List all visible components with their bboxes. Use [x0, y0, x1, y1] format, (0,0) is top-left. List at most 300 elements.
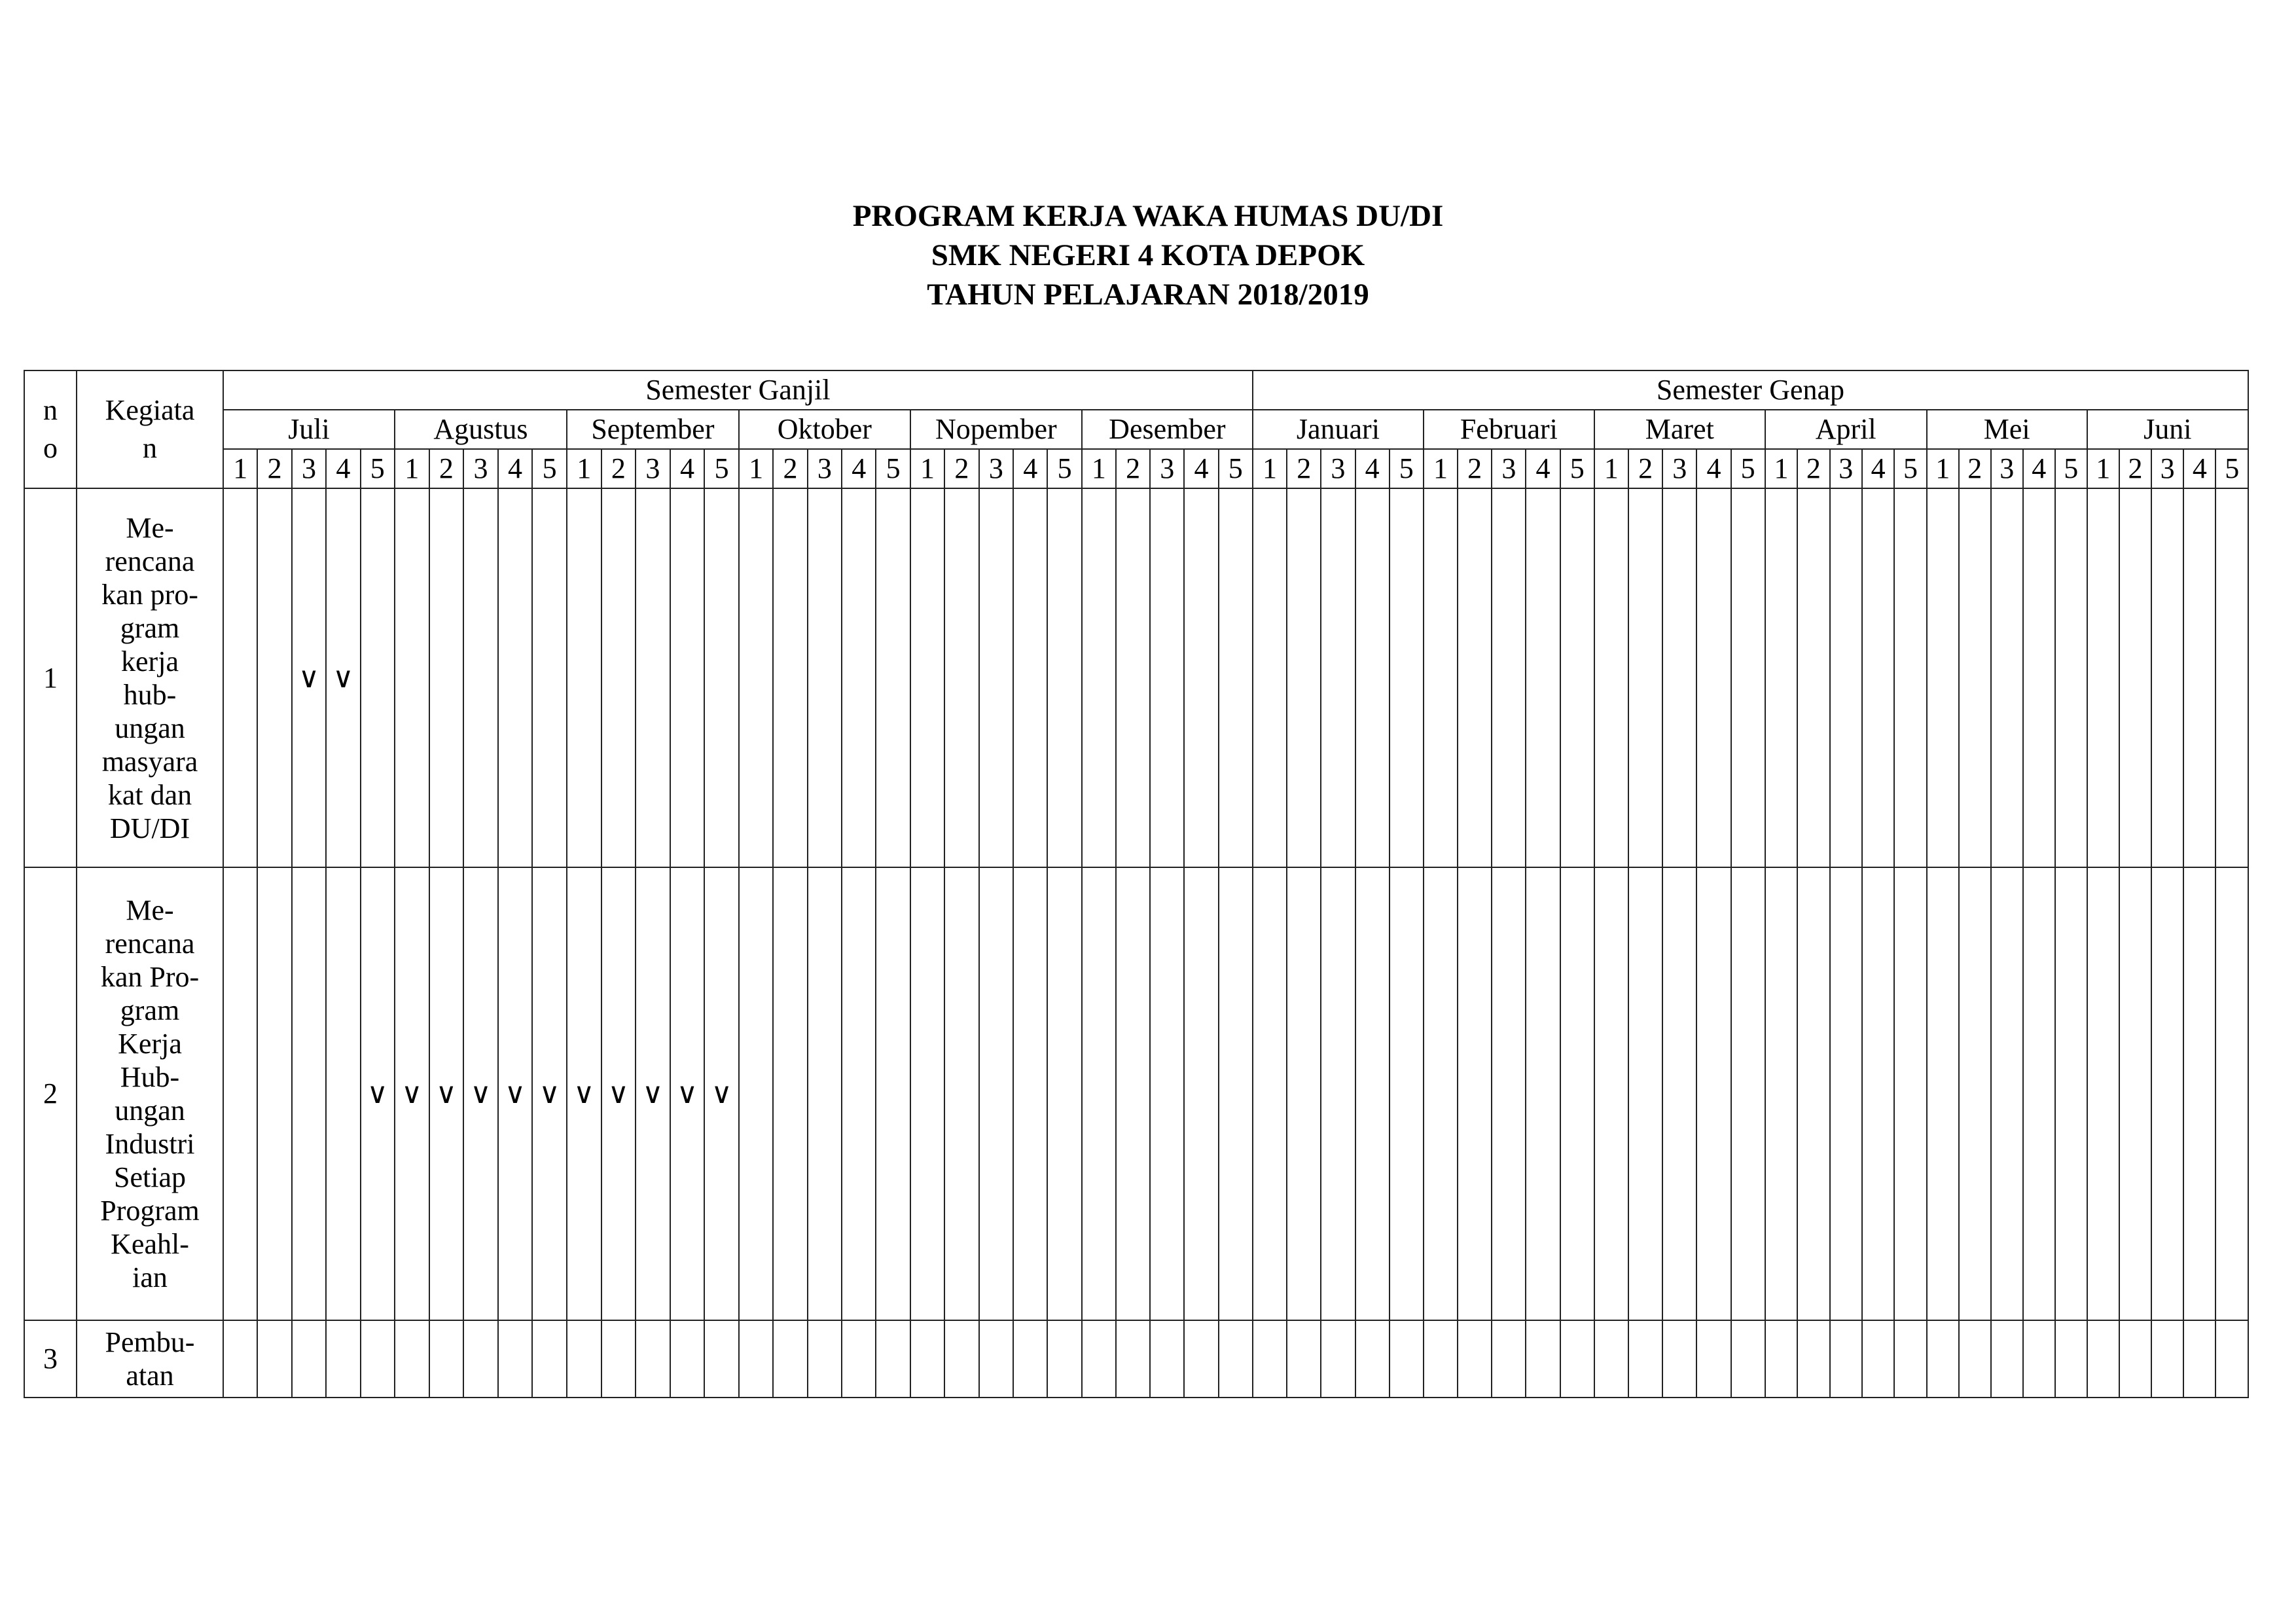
schedule-cell	[1927, 1320, 1959, 1398]
week-september-3: 3	[636, 449, 670, 488]
schedule-cell	[2087, 1320, 2119, 1398]
schedule-cell	[1184, 488, 1218, 867]
week-mei-3: 3	[1991, 449, 2023, 488]
activity-description	[77, 488, 223, 867]
schedule-cell	[2087, 867, 2119, 1320]
schedule-cell	[1797, 867, 1829, 1320]
week-maret-1: 1	[1594, 449, 1628, 488]
activity-line: Keahl-	[111, 1228, 189, 1260]
week-april-4: 4	[1862, 449, 1894, 488]
schedule-cell	[2119, 488, 2151, 867]
semester-semester-genap: Semester Genap	[1253, 370, 2248, 410]
schedule-cell	[2151, 867, 2183, 1320]
check-mark-icon: ∨	[298, 660, 320, 695]
schedule-cell	[704, 488, 739, 867]
week-juli-3: 3	[292, 449, 326, 488]
schedule-cell	[979, 867, 1013, 1320]
schedule-cell	[463, 488, 498, 867]
header-no-line: o	[43, 432, 58, 464]
schedule-cell	[808, 867, 842, 1320]
schedule-cell	[361, 488, 395, 867]
week-juli-1: 1	[223, 449, 257, 488]
schedule-cell	[498, 1320, 533, 1398]
check-mark-icon: ∨	[676, 1077, 698, 1110]
month-agustus: Agustus	[395, 410, 567, 449]
schedule-cell	[944, 1320, 978, 1398]
schedule-cell	[223, 488, 257, 867]
schedule-cell	[808, 488, 842, 867]
schedule-cell	[1731, 1320, 1765, 1398]
schedule-cell	[1047, 867, 1081, 1320]
schedule-cell	[498, 488, 533, 867]
schedule-cell	[1492, 1320, 1526, 1398]
week-april-2: 2	[1797, 449, 1829, 488]
schedule-cell	[223, 867, 257, 1320]
week-mei-4: 4	[2023, 449, 2055, 488]
schedule-cell	[1526, 867, 1560, 1320]
schedule-cell	[429, 1320, 464, 1398]
week-header-row	[24, 449, 2248, 488]
schedule-cell	[1526, 488, 1560, 867]
schedule-cell	[1830, 867, 1862, 1320]
schedule-cell	[2119, 1320, 2151, 1398]
week-mei-2: 2	[1959, 449, 1991, 488]
week-oktober-1: 1	[739, 449, 773, 488]
schedule-cell	[2151, 488, 2183, 867]
schedule-cell	[1927, 867, 1959, 1320]
week-juni-3: 3	[2151, 449, 2183, 488]
week-januari-4: 4	[1355, 449, 1390, 488]
schedule-cell	[1862, 1320, 1894, 1398]
schedule-cell	[1253, 488, 1287, 867]
week-juli-4: 4	[326, 449, 360, 488]
week-desember-2: 2	[1116, 449, 1150, 488]
document-title	[0, 196, 2296, 314]
activity-line: DU/DI	[109, 812, 190, 844]
schedule-cell	[1390, 488, 1424, 867]
month-desember: Desember	[1082, 410, 1253, 449]
week-februari-3: 3	[1492, 449, 1526, 488]
schedule-cell	[739, 488, 773, 867]
schedule-cell	[223, 1320, 257, 1398]
schedule-cell-checked	[395, 867, 429, 1320]
schedule-cell-checked	[498, 867, 533, 1320]
schedule-cell	[1253, 1320, 1287, 1398]
schedule-cell	[1765, 867, 1797, 1320]
week-agustus-3: 3	[463, 449, 498, 488]
schedule-cell	[842, 488, 876, 867]
check-mark-icon: ∨	[539, 1077, 560, 1110]
schedule-cell	[1862, 488, 1894, 867]
activity-line: rencana	[105, 928, 195, 960]
schedule-cell	[1321, 867, 1355, 1320]
week-nopember-4: 4	[1013, 449, 1047, 488]
schedule-cell	[636, 488, 670, 867]
schedule-cell	[2055, 1320, 2087, 1398]
schedule-cell-checked	[704, 867, 739, 1320]
week-desember-1: 1	[1082, 449, 1116, 488]
week-september-4: 4	[670, 449, 705, 488]
month-februari: Februari	[1424, 410, 1594, 449]
activity-line: Hub-	[120, 1061, 180, 1093]
activity-row	[24, 1320, 2248, 1398]
schedule-cell	[1628, 867, 1662, 1320]
week-februari-2: 2	[1458, 449, 1492, 488]
schedule-cell	[1390, 867, 1424, 1320]
schedule-cell	[979, 1320, 1013, 1398]
check-mark-icon: ∨	[711, 1077, 732, 1110]
week-oktober-5: 5	[876, 449, 910, 488]
month-september: September	[567, 410, 739, 449]
week-februari-1: 1	[1424, 449, 1458, 488]
week-maret-5: 5	[1731, 449, 1765, 488]
schedule-cell	[2055, 488, 2087, 867]
month-nopember: Nopember	[910, 410, 1082, 449]
week-desember-5: 5	[1219, 449, 1253, 488]
schedule-cell-checked	[636, 867, 670, 1320]
schedule-cell	[1991, 867, 2023, 1320]
week-agustus-4: 4	[498, 449, 533, 488]
schedule-cell	[1492, 488, 1526, 867]
program-schedule-table	[24, 370, 2249, 1398]
schedule-cell	[1894, 867, 1926, 1320]
schedule-cell	[601, 488, 636, 867]
title-line-3: TAHUN PELAJARAN 2018/2019	[927, 278, 1369, 312]
schedule-cell-checked	[326, 488, 360, 867]
schedule-cell	[1116, 867, 1150, 1320]
schedule-cell	[1731, 867, 1765, 1320]
schedule-cell	[1287, 1320, 1321, 1398]
activity-line: hub-	[123, 678, 177, 711]
activity-line: Setiap	[114, 1161, 186, 1193]
schedule-cell	[1560, 867, 1594, 1320]
schedule-cell	[1287, 488, 1321, 867]
schedule-cell	[670, 1320, 705, 1398]
schedule-cell	[1424, 1320, 1458, 1398]
month-oktober: Oktober	[739, 410, 910, 449]
schedule-cell	[2183, 1320, 2215, 1398]
schedule-cell	[1765, 1320, 1797, 1398]
check-mark-icon: ∨	[332, 660, 354, 695]
schedule-cell	[1862, 867, 1894, 1320]
header-kegiatan-line: n	[143, 432, 157, 464]
week-september-5: 5	[704, 449, 739, 488]
month-maret: Maret	[1594, 410, 1765, 449]
activity-line: kerja	[121, 645, 179, 677]
schedule-cell	[1797, 1320, 1829, 1398]
schedule-cell	[739, 867, 773, 1320]
week-april-5: 5	[1894, 449, 1926, 488]
activity-line: Me-	[126, 894, 174, 926]
schedule-cell	[1082, 1320, 1116, 1398]
check-mark-icon: ∨	[642, 1077, 664, 1110]
schedule-cell	[1959, 867, 1991, 1320]
week-januari-5: 5	[1390, 449, 1424, 488]
schedule-cell	[773, 867, 807, 1320]
week-februari-4: 4	[1526, 449, 1560, 488]
week-nopember-5: 5	[1047, 449, 1081, 488]
schedule-cell	[1594, 867, 1628, 1320]
month-juni: Juni	[2087, 410, 2248, 449]
activity-line: gram	[120, 611, 180, 644]
schedule-cell	[1959, 1320, 1991, 1398]
week-oktober-2: 2	[773, 449, 807, 488]
schedule-cell	[1959, 488, 1991, 867]
schedule-cell	[910, 488, 944, 867]
week-mei-5: 5	[2055, 449, 2087, 488]
schedule-cell	[1013, 1320, 1047, 1398]
schedule-cell	[1219, 488, 1253, 867]
schedule-cell	[1390, 1320, 1424, 1398]
week-februari-5: 5	[1560, 449, 1594, 488]
schedule-cell	[1355, 488, 1390, 867]
schedule-cell	[1116, 1320, 1150, 1398]
schedule-cell	[257, 488, 291, 867]
schedule-cell	[2023, 867, 2055, 1320]
month-header-row	[24, 410, 2248, 449]
activity-line: rencana	[105, 545, 195, 577]
check-mark-icon: ∨	[401, 1077, 423, 1110]
schedule-cell	[1991, 1320, 2023, 1398]
week-desember-4: 4	[1184, 449, 1218, 488]
week-nopember-2: 2	[944, 449, 978, 488]
schedule-cell	[2023, 1320, 2055, 1398]
schedule-cell	[670, 488, 705, 867]
schedule-cell	[1894, 488, 1926, 867]
schedule-cell	[1696, 488, 1731, 867]
activity-number: 2	[24, 867, 77, 1320]
schedule-cell	[2119, 867, 2151, 1320]
schedule-cell-checked	[601, 867, 636, 1320]
schedule-cell	[2183, 867, 2215, 1320]
schedule-cell	[1560, 488, 1594, 867]
header-no-line: n	[43, 394, 58, 426]
week-januari-2: 2	[1287, 449, 1321, 488]
schedule-cell	[395, 488, 429, 867]
schedule-cell	[257, 1320, 291, 1398]
schedule-cell	[1013, 488, 1047, 867]
schedule-cell	[1253, 867, 1287, 1320]
schedule-cell	[326, 1320, 360, 1398]
schedule-cell	[1150, 867, 1184, 1320]
schedule-cell	[1458, 1320, 1492, 1398]
schedule-cell	[1830, 1320, 1862, 1398]
schedule-cell	[326, 867, 360, 1320]
schedule-cell	[1424, 867, 1458, 1320]
week-juni-1: 1	[2087, 449, 2119, 488]
schedule-cell	[1047, 488, 1081, 867]
activity-line: kat dan	[107, 778, 192, 811]
schedule-cell	[1696, 867, 1731, 1320]
week-agustus-1: 1	[395, 449, 429, 488]
schedule-cell	[876, 1320, 910, 1398]
activity-line: Me-	[126, 511, 174, 544]
week-oktober-4: 4	[842, 449, 876, 488]
schedule-cell	[1991, 488, 2023, 867]
check-mark-icon: ∨	[504, 1077, 526, 1110]
schedule-cell	[1662, 488, 1696, 867]
schedule-cell	[1219, 867, 1253, 1320]
schedule-cell	[1219, 1320, 1253, 1398]
schedule-cell	[1184, 1320, 1218, 1398]
activity-line: Kerja	[118, 1028, 182, 1060]
activity-line: gram	[120, 994, 180, 1026]
activity-line: kan Pro-	[100, 961, 200, 993]
schedule-cell-checked	[567, 867, 601, 1320]
schedule-cell	[1765, 488, 1797, 867]
schedule-cell	[1355, 867, 1390, 1320]
schedule-cell	[876, 867, 910, 1320]
month-april: April	[1765, 410, 1927, 449]
schedule-cell	[1662, 1320, 1696, 1398]
month-juli: Juli	[223, 410, 395, 449]
check-mark-icon: ∨	[367, 1077, 388, 1110]
semester-header-row	[24, 370, 2248, 410]
schedule-cell	[567, 488, 601, 867]
schedule-cell	[1594, 1320, 1628, 1398]
schedule-cell	[1696, 1320, 1731, 1398]
header-no	[24, 370, 77, 488]
schedule-cell	[292, 1320, 326, 1398]
schedule-cell	[1082, 488, 1116, 867]
week-september-1: 1	[567, 449, 601, 488]
week-desember-3: 3	[1150, 449, 1184, 488]
activity-number: 3	[24, 1320, 77, 1398]
schedule-cell	[1492, 867, 1526, 1320]
check-mark-icon: ∨	[607, 1077, 629, 1110]
schedule-cell	[361, 1320, 395, 1398]
schedule-cell	[1150, 1320, 1184, 1398]
activity-description	[77, 867, 223, 1320]
schedule-cell	[2055, 867, 2087, 1320]
schedule-cell	[1321, 1320, 1355, 1398]
schedule-cell	[773, 1320, 807, 1398]
activity-line: kan pro-	[101, 578, 198, 611]
schedule-cell-checked	[361, 867, 395, 1320]
schedule-cell	[292, 867, 326, 1320]
month-mei: Mei	[1927, 410, 2087, 449]
schedule-cell	[2183, 488, 2215, 867]
schedule-cell	[1797, 488, 1829, 867]
schedule-cell	[808, 1320, 842, 1398]
schedule-cell	[979, 488, 1013, 867]
schedule-cell	[1731, 488, 1765, 867]
schedule-cell	[773, 488, 807, 867]
week-juli-2: 2	[257, 449, 291, 488]
schedule-cell	[1560, 1320, 1594, 1398]
schedule-cell-checked	[463, 867, 498, 1320]
schedule-cell	[2215, 867, 2248, 1320]
schedule-cell	[944, 867, 978, 1320]
schedule-cell	[257, 867, 291, 1320]
week-januari-1: 1	[1253, 449, 1287, 488]
week-nopember-1: 1	[910, 449, 944, 488]
check-mark-icon: ∨	[470, 1077, 492, 1110]
semester-semester-ganjil: Semester Ganjil	[223, 370, 1253, 410]
week-maret-3: 3	[1662, 449, 1696, 488]
schedule-cell	[876, 488, 910, 867]
schedule-cell	[1894, 1320, 1926, 1398]
week-april-3: 3	[1830, 449, 1862, 488]
schedule-cell	[1184, 867, 1218, 1320]
check-mark-icon: ∨	[435, 1077, 457, 1110]
schedule-cell-checked	[429, 867, 464, 1320]
header-kegiatan-line: Kegiata	[105, 394, 195, 426]
schedule-cell	[2215, 1320, 2248, 1398]
schedule-cell	[842, 867, 876, 1320]
activity-line: atan	[126, 1360, 174, 1392]
schedule-cell	[1662, 867, 1696, 1320]
schedule-cell	[1321, 488, 1355, 867]
activity-line: ian	[132, 1261, 168, 1293]
activity-row	[24, 488, 2248, 867]
week-april-1: 1	[1765, 449, 1797, 488]
schedule-cell	[842, 1320, 876, 1398]
schedule-cell	[739, 1320, 773, 1398]
schedule-cell	[1047, 1320, 1081, 1398]
week-juni-2: 2	[2119, 449, 2151, 488]
check-mark-icon: ∨	[573, 1077, 595, 1110]
activity-line: Industri	[105, 1128, 195, 1160]
schedule-cell	[429, 488, 464, 867]
schedule-cell	[1150, 488, 1184, 867]
week-maret-4: 4	[1696, 449, 1731, 488]
activity-line: masyara	[101, 745, 198, 778]
schedule-cell	[567, 1320, 601, 1398]
week-juni-4: 4	[2183, 449, 2215, 488]
schedule-cell	[2087, 488, 2119, 867]
schedule-cell	[704, 1320, 739, 1398]
schedule-cell	[1458, 488, 1492, 867]
activity-description	[77, 1320, 223, 1398]
schedule-cell	[1458, 867, 1492, 1320]
week-juli-5: 5	[361, 449, 395, 488]
schedule-cell	[1628, 488, 1662, 867]
week-januari-3: 3	[1321, 449, 1355, 488]
schedule-cell	[910, 1320, 944, 1398]
schedule-cell	[1594, 488, 1628, 867]
week-nopember-3: 3	[979, 449, 1013, 488]
schedule-cell	[1116, 488, 1150, 867]
schedule-cell	[601, 1320, 636, 1398]
schedule-cell	[1355, 1320, 1390, 1398]
schedule-cell	[532, 488, 567, 867]
schedule-cell	[2215, 488, 2248, 867]
schedule-cell	[395, 1320, 429, 1398]
schedule-cell	[2023, 488, 2055, 867]
title-line-1: PROGRAM KERJA WAKA HUMAS DU/DI	[852, 199, 1444, 233]
title-line-2: SMK NEGERI 4 KOTA DEPOK	[931, 238, 1365, 272]
schedule-cell	[910, 867, 944, 1320]
schedule-cell	[1526, 1320, 1560, 1398]
week-juni-5: 5	[2215, 449, 2248, 488]
schedule-cell	[1287, 867, 1321, 1320]
schedule-cell	[463, 1320, 498, 1398]
schedule-cell-checked	[532, 867, 567, 1320]
week-agustus-2: 2	[429, 449, 464, 488]
activity-line: Pembu-	[105, 1326, 195, 1358]
schedule-cell	[944, 488, 978, 867]
schedule-cell-checked	[292, 488, 326, 867]
activity-number: 1	[24, 488, 77, 867]
week-maret-2: 2	[1628, 449, 1662, 488]
schedule-cell	[532, 1320, 567, 1398]
week-september-2: 2	[601, 449, 636, 488]
schedule-cell	[2151, 1320, 2183, 1398]
schedule-cell	[1628, 1320, 1662, 1398]
schedule-cell	[1927, 488, 1959, 867]
activity-line: ungan	[115, 1094, 185, 1127]
